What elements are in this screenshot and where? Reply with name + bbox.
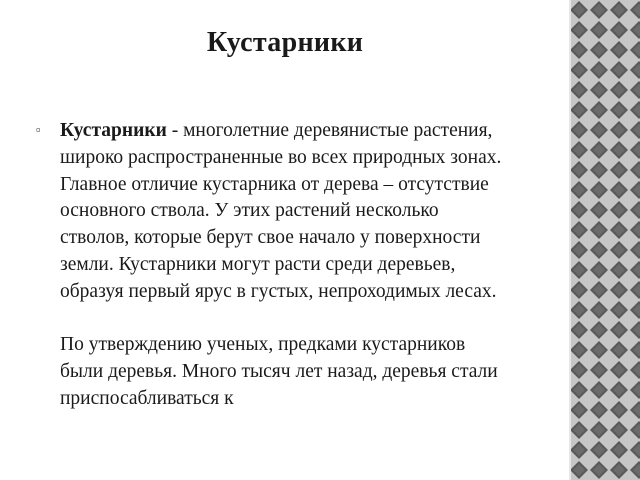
slide-title: Кустарники: [206, 27, 364, 58]
term-dash: -: [166, 120, 184, 141]
bullet-item: [36, 118, 506, 413]
paragraph-origin: По утверждению ученых, предками кустарников были деревья. Много тысяч лет назад, деревья стали приспосабливаться к: [60, 334, 498, 409]
slide-content: [36, 118, 506, 413]
bullet-square-icon: ▫: [36, 122, 41, 137]
term-bold: Кустарники: [60, 120, 167, 141]
decorative-diamond-pattern: [569, 0, 640, 480]
definition-text: многолетние деревянистые растения, широко распространенные во всех природных зонах. Главное отличие кустарника от дерева – отсутствие основного ствола. У этих растений несколько стволов, которые берут свое начало у поверхности земли. Кустарники могут расти среди деревьев, образуя первый ярус в густых, непроходимых лесах.: [60, 120, 502, 302]
paragraph-gap: [60, 306, 506, 333]
paragraph-definition: [60, 118, 506, 306]
